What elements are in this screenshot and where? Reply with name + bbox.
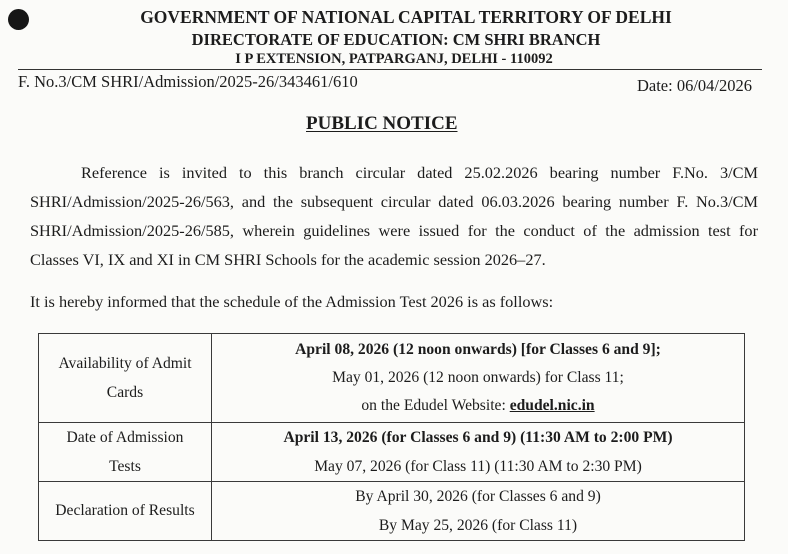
admit-cards-label: Availability of Admit Cards	[39, 334, 212, 423]
header-directorate: DIRECTORATE OF EDUCATION: CM SHRI BRANCH	[191, 30, 601, 49]
header-government: GOVERNMENT OF NATIONAL CAPITAL TERRITORY OF DELHI	[140, 7, 672, 27]
results-label: Declaration of Results	[39, 482, 212, 541]
header-address: I P EXTENSION, PATPARGANJ, DELHI - 110092	[235, 51, 553, 67]
page-title: PUBLIC NOTICE	[306, 113, 458, 134]
edudel-link[interactable]: edudel.nic.in	[509, 397, 595, 414]
schedule-intro: It is hereby informed that the schedule of the Admission Test 2026 is as follows:	[30, 292, 554, 311]
admit-cards-value: April 08, 2026 (12 noon onwards) [for Classes 6 and 9]; May 01, 2026 (12 noon onwards) for Class 11; on the Edudel Website: edudel.nic.in	[212, 334, 745, 423]
notice-date: Date: 06/04/2026	[636, 76, 752, 95]
header-divider	[18, 69, 762, 70]
schedule-table	[38, 333, 745, 541]
file-number: F. No.3/CM SHRI/Admission/2025-26/343461/610	[18, 72, 358, 91]
results-value: By April 30, 2026 (for Classes 6 and 9) By May 25, 2026 (for Class 11)	[212, 482, 745, 541]
table-row	[39, 334, 745, 423]
tests-value: April 13, 2026 (for Classes 6 and 9) (11:30 AM to 2:00 PM) May 07, 2026 (for Class 11) (11:30 AM to 2:30 PM)	[212, 423, 745, 482]
reference-paragraph: Reference is invited to this branch circular dated 25.02.2026 bearing number F.No. 3/CM SHRI/Admission/2025-26/563, and the subsequent circular dated 06.03.2026 bearing number F. No.3/CM SHRI/Admission/2025-26/585, wherein guidelines were issued for the conduct of the admission test for Classes VI, IX and XI in CM SHRI Schools for the academic session 2026–27.	[30, 163, 758, 269]
tests-label: Date of Admission Tests	[39, 423, 212, 482]
table-row	[39, 423, 745, 482]
table-row	[39, 482, 745, 541]
